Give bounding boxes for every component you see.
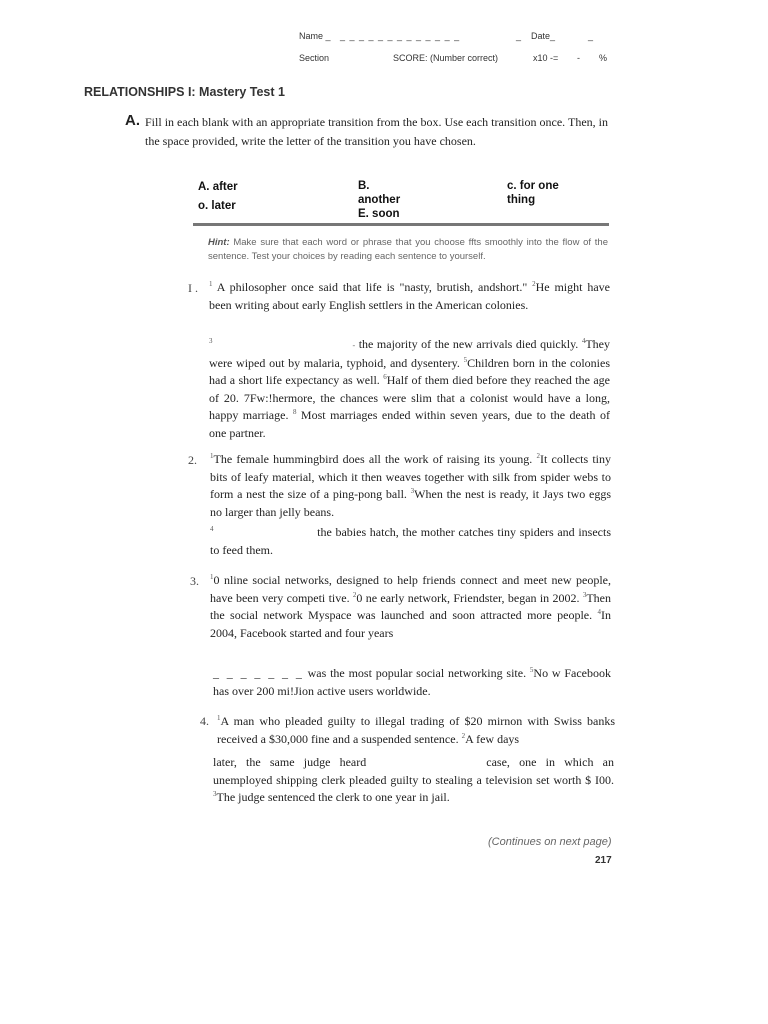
sentence-number: 3 [213,790,217,798]
sentence-number: 5 [529,666,534,674]
score-multiplier: x10 -= [533,53,559,63]
hint-label: Hint: [208,237,230,248]
sentence-number: 5 [463,355,468,364]
sentence-number: 8 [292,408,297,416]
sentence-text: They were wiped out by malaria, typhoid, and dysentery. [209,337,610,370]
section-a-instructions: Fill in each blank with an appropriate transition from the box. Use each transition once. Then, in the space provided, write the letter of the transition you have chosen. [145,115,608,148]
box-option-c-cont: thing [507,194,536,206]
sentence-number: 2 [536,452,540,460]
sentence-text: The female hummingbird does all the work of raising its young. [213,452,537,466]
page-title: RELATIONSHIPS I: Mastery Test 1 [84,85,285,99]
name-line: _ _ _ _ _ _ _ _ _ _ _ _ _ [340,31,461,41]
sentence-number: 2 [461,731,466,740]
sentence-text: A few days [465,731,520,746]
name-label: Name _ [299,31,331,41]
item-2-part-2 [210,524,611,559]
sentence-text: He might have been writing about early English settlers in the American colonies. [209,280,610,312]
section-label: Section [299,53,330,63]
score-label: SCORE: (Number correct) [393,53,499,63]
box-option-d: o. later [198,200,236,212]
item-1-part-1 [209,279,610,314]
sentence-number: 1 [210,573,214,581]
answer-blank[interactable]: _ _ _ _ _ _ _ [213,666,304,680]
name-line-end: _ [516,31,522,41]
percent-sign: % [599,53,608,63]
sentence-text: the majority of the new arrivals died quickly. [355,337,582,351]
sentence-text: Most marriages ended within seven years, due to the death of one partner. [209,408,610,440]
sentence-text: the babies hatch, the mother catches tiny spiders and insects to feed them. [210,525,611,557]
item-3-part-1 [210,572,611,642]
sentence-text: Half of them died before they reached the age of 20. 7Fw:!hermore, the chances were slim that a colonist would have a long, happy marriage. [209,373,611,422]
box-option-b: another [358,194,401,206]
item-3-number: 3. [190,574,199,588]
sentence-number: 1 [209,280,213,288]
blank-mark: - [352,341,356,350]
sentence-text: When the nest is ready, it Jays two eggs no larger than jelly beans. [210,487,611,519]
box-divider [193,223,609,226]
box-option-b-letter: B. [358,180,370,192]
item-3-part-2 [213,665,611,700]
sentence-text: A philosopher once said that life is "nasty, brutish, andshort." [212,280,533,294]
section-a-letter: A. [125,112,140,129]
item-4-part-2 [213,754,614,807]
sentence-text: A man who pleaded guilty to illegal trading of $20 mirnon with Swiss banks received a $30,000 fine and a suspended sentence. [217,714,615,746]
sentence-number: 2 [352,590,357,599]
item-1-part-2 [209,336,610,442]
box-option-e: E. soon [358,208,400,220]
sentence-text: No w Facebook has over 200 mi!Jion active users worldwide. [213,666,611,698]
sentence-number: 3 [582,590,587,599]
continues-note: (Continues on next page) [488,836,612,848]
sentence-text: In 2004, Facebook started and four years [210,608,611,640]
sentence-text: was the most popular social networking site. [303,666,530,680]
date-blank: _ [588,31,594,41]
sentence-text: later, the same judge heard [213,755,367,769]
sentence-number: 4 [597,608,601,616]
sentence-text: The judge sentenced the clerk to one year in jail. [216,790,450,804]
sentence-number: 3 [209,337,213,345]
score-dash: - [577,53,580,63]
sentence-number: 1 [217,714,221,722]
sentence-number: 1 [210,452,214,460]
item-4-number: 4. [200,714,209,728]
sentence-text: case, one in which an unemployed shipping clerk pleaded guilty to stealing a television set worth $ I00. [213,755,614,787]
sentence-number: 3 [410,487,415,495]
box-option-a: A. after [198,181,238,193]
item-2-part-1 [210,451,611,521]
box-option-c: c. for one [507,180,559,192]
sentence-text: 0 nline social networks, designed to help friends connect and meet new people, have been very competi tive. [210,573,611,605]
sentence-number: 4 [581,337,586,345]
sentence-text: Children born in the colonies had a short life expectancy as well. [209,355,610,387]
hint-note [208,236,608,264]
item-2-number: 2. [188,453,197,467]
sentence-number: 4 [210,525,214,533]
sentence-text: It collects tiny bits of leafy material, which it then weaves together with silk from spider webs to form a nest the size of a ping-pong ball. [210,452,612,501]
sentence-text: 0 ne early network, Friendster, began in 2002. [356,590,583,605]
item-4-part-1 [217,713,615,748]
hint-text: Make sure that each word or phrase that you choose ffts smoothly into the flow of the sentence. Test your choices by reading each sentence to yourself. [208,237,608,262]
sentence-number: 2 [532,280,536,288]
item-1-number: I . [188,281,198,295]
page-number: 217 [595,855,612,866]
sentence-number: 6 [383,373,387,381]
date-label: Date_ [531,31,556,41]
sentence-text: Then the social network Myspace was launched and soon attracted more people. [210,590,611,622]
